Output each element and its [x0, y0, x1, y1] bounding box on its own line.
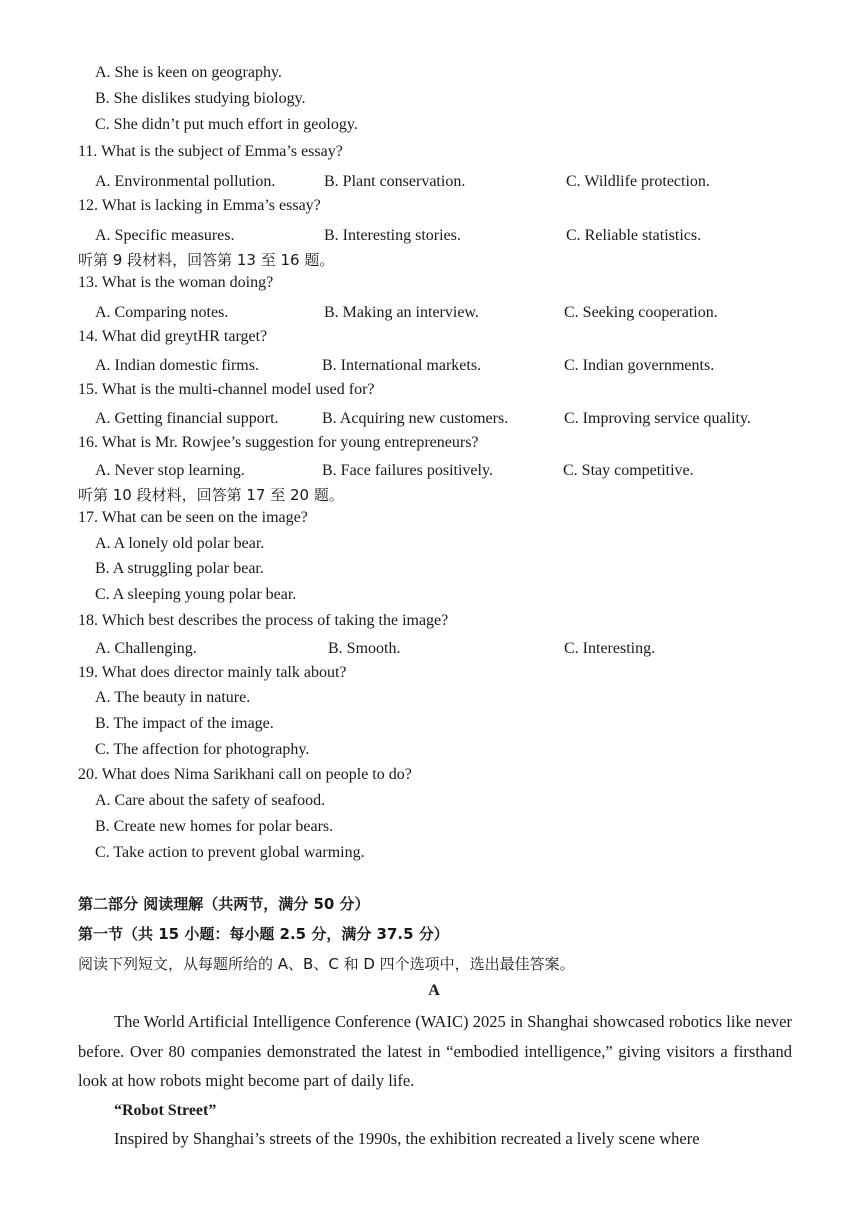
q10-option-a: A. She is keen on geography. [95, 64, 282, 81]
passage-letter: A [428, 982, 440, 999]
q15-option-b: B. Acquiring new customers. [322, 410, 509, 427]
q18-option-b: B. Smooth. [328, 640, 401, 657]
part2-title: 第二部分 阅读理解（共两节，满分 50 分） [78, 895, 370, 913]
q14-option-b: B. International markets. [322, 357, 482, 374]
q20-stem: 20. What does Nima Sarikhani call on people to do? [78, 766, 412, 783]
q17-option-b: B. A struggling polar bear. [95, 560, 264, 577]
q13-option-c: C. Seeking cooperation. [564, 304, 718, 321]
q14-stem: 14. What did greytHR target? [78, 328, 268, 345]
passage-paragraph-2: Inspired by Shanghai’s streets of the 1990s, the exhibition recreated a lively scene where [114, 1129, 700, 1148]
q13-option-a: A. Comparing notes. [95, 304, 229, 321]
q12-option-b: B. Interesting stories. [324, 227, 461, 244]
q20-option-c: C. Take action to prevent global warming. [95, 844, 365, 861]
q12-option-c: C. Reliable statistics. [566, 227, 702, 244]
q18-stem: 18. Which best describes the process of taking the image? [78, 612, 449, 629]
q16-stem: 16. What is Mr. Rowjee’s suggestion for young entrepreneurs? [78, 434, 479, 451]
q14-option-c: C. Indian governments. [564, 357, 715, 374]
q19-stem: 19. What does director mainly talk about? [78, 664, 347, 681]
q15-option-c: C. Improving service quality. [564, 410, 751, 427]
q16-option-b: B. Face failures positively. [322, 462, 493, 479]
section-9-instruction: 听第 9 段材料，回答第 13 至 16 题。 [78, 251, 335, 269]
q13-option-b: B. Making an interview. [324, 304, 479, 321]
reading-instructions: 阅读下列短文，从每题所给的 A、B、C 和 D 四个选项中，选出最佳答案。 [78, 955, 575, 973]
q18-option-c: C. Interesting. [564, 640, 656, 657]
q14-option-a: A. Indian domestic firms. [95, 357, 259, 374]
q15-option-a: A. Getting financial support. [95, 410, 279, 427]
q16-option-a: A. Never stop learning. [95, 462, 245, 479]
q19-option-c: C. The affection for photography. [95, 741, 310, 758]
passage-subheading: “Robot Street” [114, 1102, 217, 1119]
section-10-instruction: 听第 10 段材料，回答第 17 至 20 题。 [78, 486, 344, 504]
q17-stem: 17. What can be seen on the image? [78, 509, 308, 526]
q17-option-c: C. A sleeping young polar bear. [95, 586, 297, 603]
q15-stem: 15. What is the multi-channel model used for? [78, 381, 375, 398]
q12-stem: 12. What is lacking in Emma’s essay? [78, 197, 321, 214]
q11-option-c: C. Wildlife protection. [566, 173, 710, 190]
q20-option-a: A. Care about the safety of seafood. [95, 792, 326, 809]
q19-option-a: A. The beauty in nature. [95, 689, 251, 706]
q11-option-a: A. Environmental pollution. [95, 173, 276, 190]
q16-option-c: C. Stay competitive. [563, 462, 694, 479]
section1-title: 第一节（共 15 小题：每小题 2.5 分，满分 37.5 分） [78, 925, 449, 943]
q10-option-c: C. She didn’t put much effort in geology. [95, 116, 358, 133]
q11-stem: 11. What is the subject of Emma’s essay? [78, 143, 343, 160]
passage-paragraph-1: The World Artificial Intelligence Conference (WAIC) 2025 in Shanghai showcased robotics like never before. Over 80 companies demonstrated the latest in “embodied intelligence,” giving visitors a firsthand look at how robots might become part of daily life. [78, 1012, 792, 1090]
q11-option-b: B. Plant conservation. [324, 173, 466, 190]
q13-stem: 13. What is the woman doing? [78, 274, 274, 291]
q18-option-a: A. Challenging. [95, 640, 197, 657]
q17-option-a: A. A lonely old polar bear. [95, 535, 265, 552]
q19-option-b: B. The impact of the image. [95, 715, 274, 732]
q12-option-a: A. Specific measures. [95, 227, 235, 244]
q10-option-b: B. She dislikes studying biology. [95, 90, 306, 107]
q20-option-b: B. Create new homes for polar bears. [95, 818, 334, 835]
